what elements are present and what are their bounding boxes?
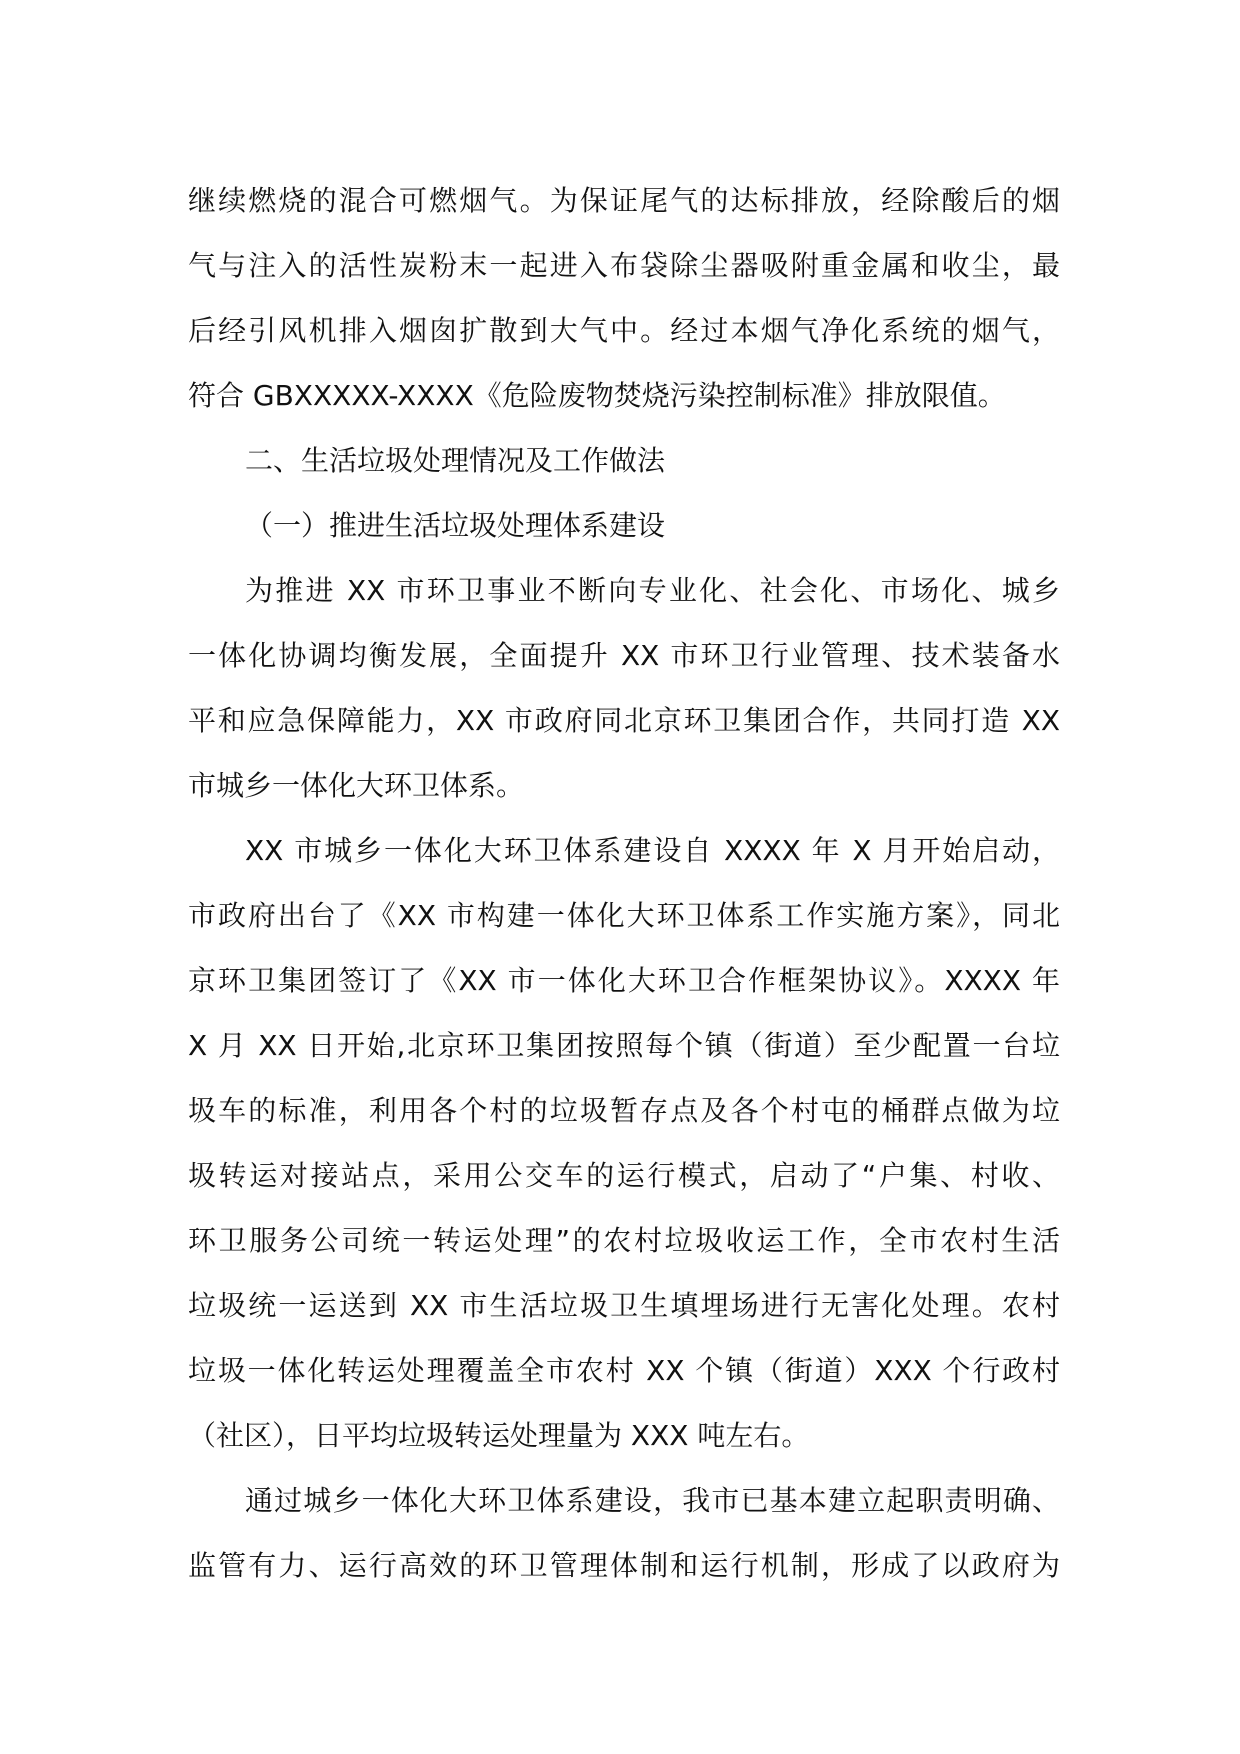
text-line: 圾转运对接站点，采用公交车的运行模式，启动了“户集、村收、: [188, 1159, 1060, 1192]
text-line: 圾车的标准，利用各个村的垃圾暂存点及各个村屯的桶群点做为垃: [188, 1094, 1060, 1127]
text-line: 垃圾一体化转运处理覆盖全市农村 XX 个镇（街道）XXX 个行政村: [188, 1354, 1060, 1387]
text-line: X 月 XX 日开始,北京环卫集团按照每个镇（街道）至少配置一台垃: [188, 1029, 1060, 1062]
text-line: 为推进 XX 市环卫事业不断向专业化、社会化、市场化、城乡: [245, 574, 1060, 607]
section-heading: [188, 428, 1060, 493]
paragraph-management-system: [188, 1468, 1060, 1598]
text-line: 市城乡一体化大环卫体系。: [188, 769, 525, 802]
paragraph-system-construction: [188, 818, 1060, 1468]
text-line: XX 市城乡一体化大环卫体系建设自 XXXX 年 X 月开始启动，: [245, 834, 1060, 867]
text-line: 通过城乡一体化大环卫体系建设，我市已基本建立起职责明确、: [245, 1484, 1060, 1517]
subsection-heading-text: （一）推进生活垃圾处理体系建设: [245, 509, 666, 542]
text-line: 监管有力、运行高效的环卫管理体制和运行机制，形成了以政府为: [188, 1549, 1060, 1582]
text-line: 继续燃烧的混合可燃烟气。为保证尾气的达标排放，经除酸后的烟: [188, 184, 1060, 217]
text-line: 垃圾统一运送到 XX 市生活垃圾卫生填埋场进行无害化处理。农村: [188, 1289, 1060, 1322]
text-line: （社区），日平均垃圾转运处理量为 XXX 吨左右。: [188, 1419, 810, 1452]
section-heading-text: 二、生活垃圾处理情况及工作做法: [245, 444, 666, 477]
text-line: 符合 GBXXXXX-XXXX《危险废物焚烧污染控制标准》排放限值。: [188, 379, 1006, 412]
paragraph-sanitation-intro: [188, 558, 1060, 818]
text-line: 一体化协调均衡发展，全面提升 XX 市环卫行业管理、技术装备水: [188, 639, 1060, 672]
text-line: 平和应急保障能力，XX 市政府同北京环卫集团合作，共同打造 XX: [188, 704, 1060, 737]
text-line: 环卫服务公司统一转运处理”的农村垃圾收运工作，全市农村生活: [188, 1224, 1060, 1257]
text-line: 市政府出台了《XX 市构建一体化大环卫体系工作实施方案》，同北: [188, 899, 1060, 932]
text-line: 后经引风机排入烟囱扩散到大气中。经过本烟气净化系统的烟气，: [188, 314, 1060, 347]
text-line: 京环卫集团签订了《XX 市一体化大环卫合作框架协议》。XXXX 年: [188, 964, 1060, 997]
paragraph-flue-gas: [188, 168, 1060, 428]
document-body: [188, 168, 1060, 1598]
text-line: 气与注入的活性炭粉末一起进入布袋除尘器吸附重金属和收尘，最: [188, 249, 1060, 282]
subsection-heading: [188, 493, 1060, 558]
